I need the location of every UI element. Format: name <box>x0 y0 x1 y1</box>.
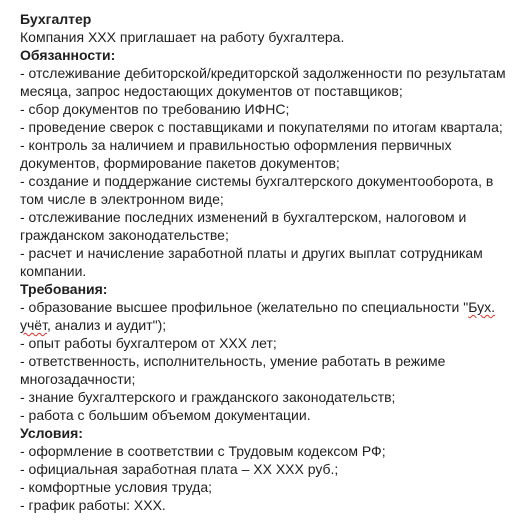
conditions-list <box>20 442 513 514</box>
list-item: - расчет и начисление заработной платы и других выплат сотрудникам компании. <box>20 245 483 279</box>
list-item <box>20 298 513 334</box>
list-item: - сбор документов по требованию ИФНС; <box>20 101 290 117</box>
list-item: - работа с большим объемом документации. <box>20 407 311 423</box>
list-item: - комфортные условия труда; <box>20 479 213 495</box>
intro-text: Компания XXX приглашает на работу бухгалтера. <box>20 29 345 45</box>
list-item: - проведение сверок с поставщиками и покупателями по итогам квартала; <box>20 119 503 135</box>
requirements-list <box>20 298 513 424</box>
list-item: - отслеживание дебиторской/кредиторской задолженности по результатам месяца, запрос недостающих документов от поставщиков; <box>20 65 506 99</box>
list-item-text: - образование высшее профильное (желательно по специальности " <box>20 299 469 315</box>
duties-list <box>20 64 513 280</box>
list-item: - официальная заработная плата – XX XXX руб.; <box>20 461 339 477</box>
list-item: - знание бухгалтерского и гражданского законодательств; <box>20 389 396 405</box>
list-item: - опыт работы бухгалтером от XXX лет; <box>20 335 277 351</box>
list-item: - график работы: XXX. <box>20 497 166 513</box>
requirements-heading: Требования: <box>20 281 108 297</box>
list-item-text: , анализ и аудит"); <box>46 317 167 333</box>
job-title: Бухгалтер <box>20 11 92 27</box>
list-item: - контроль за наличием и правильностью оформления первичных документов, формирование пакетов документов; <box>20 137 452 171</box>
conditions-heading: Условия: <box>20 425 83 441</box>
spellcheck-underlined-text: Бух. учёт <box>20 299 495 333</box>
list-item: - оформление в соответствии с Трудовым кодексом РФ; <box>20 443 386 459</box>
duties-heading: Обязанности: <box>20 47 116 63</box>
list-item: - создание и поддержание системы бухгалтерского документооборота, в том числе в электронном виде; <box>20 173 494 207</box>
list-item: - ответственность, исполнительность, умение работать в режиме многозадачности; <box>20 353 446 387</box>
list-item: - отслеживание последних изменений в бухгалтерском, налоговом и гражданском законодательстве; <box>20 209 467 243</box>
